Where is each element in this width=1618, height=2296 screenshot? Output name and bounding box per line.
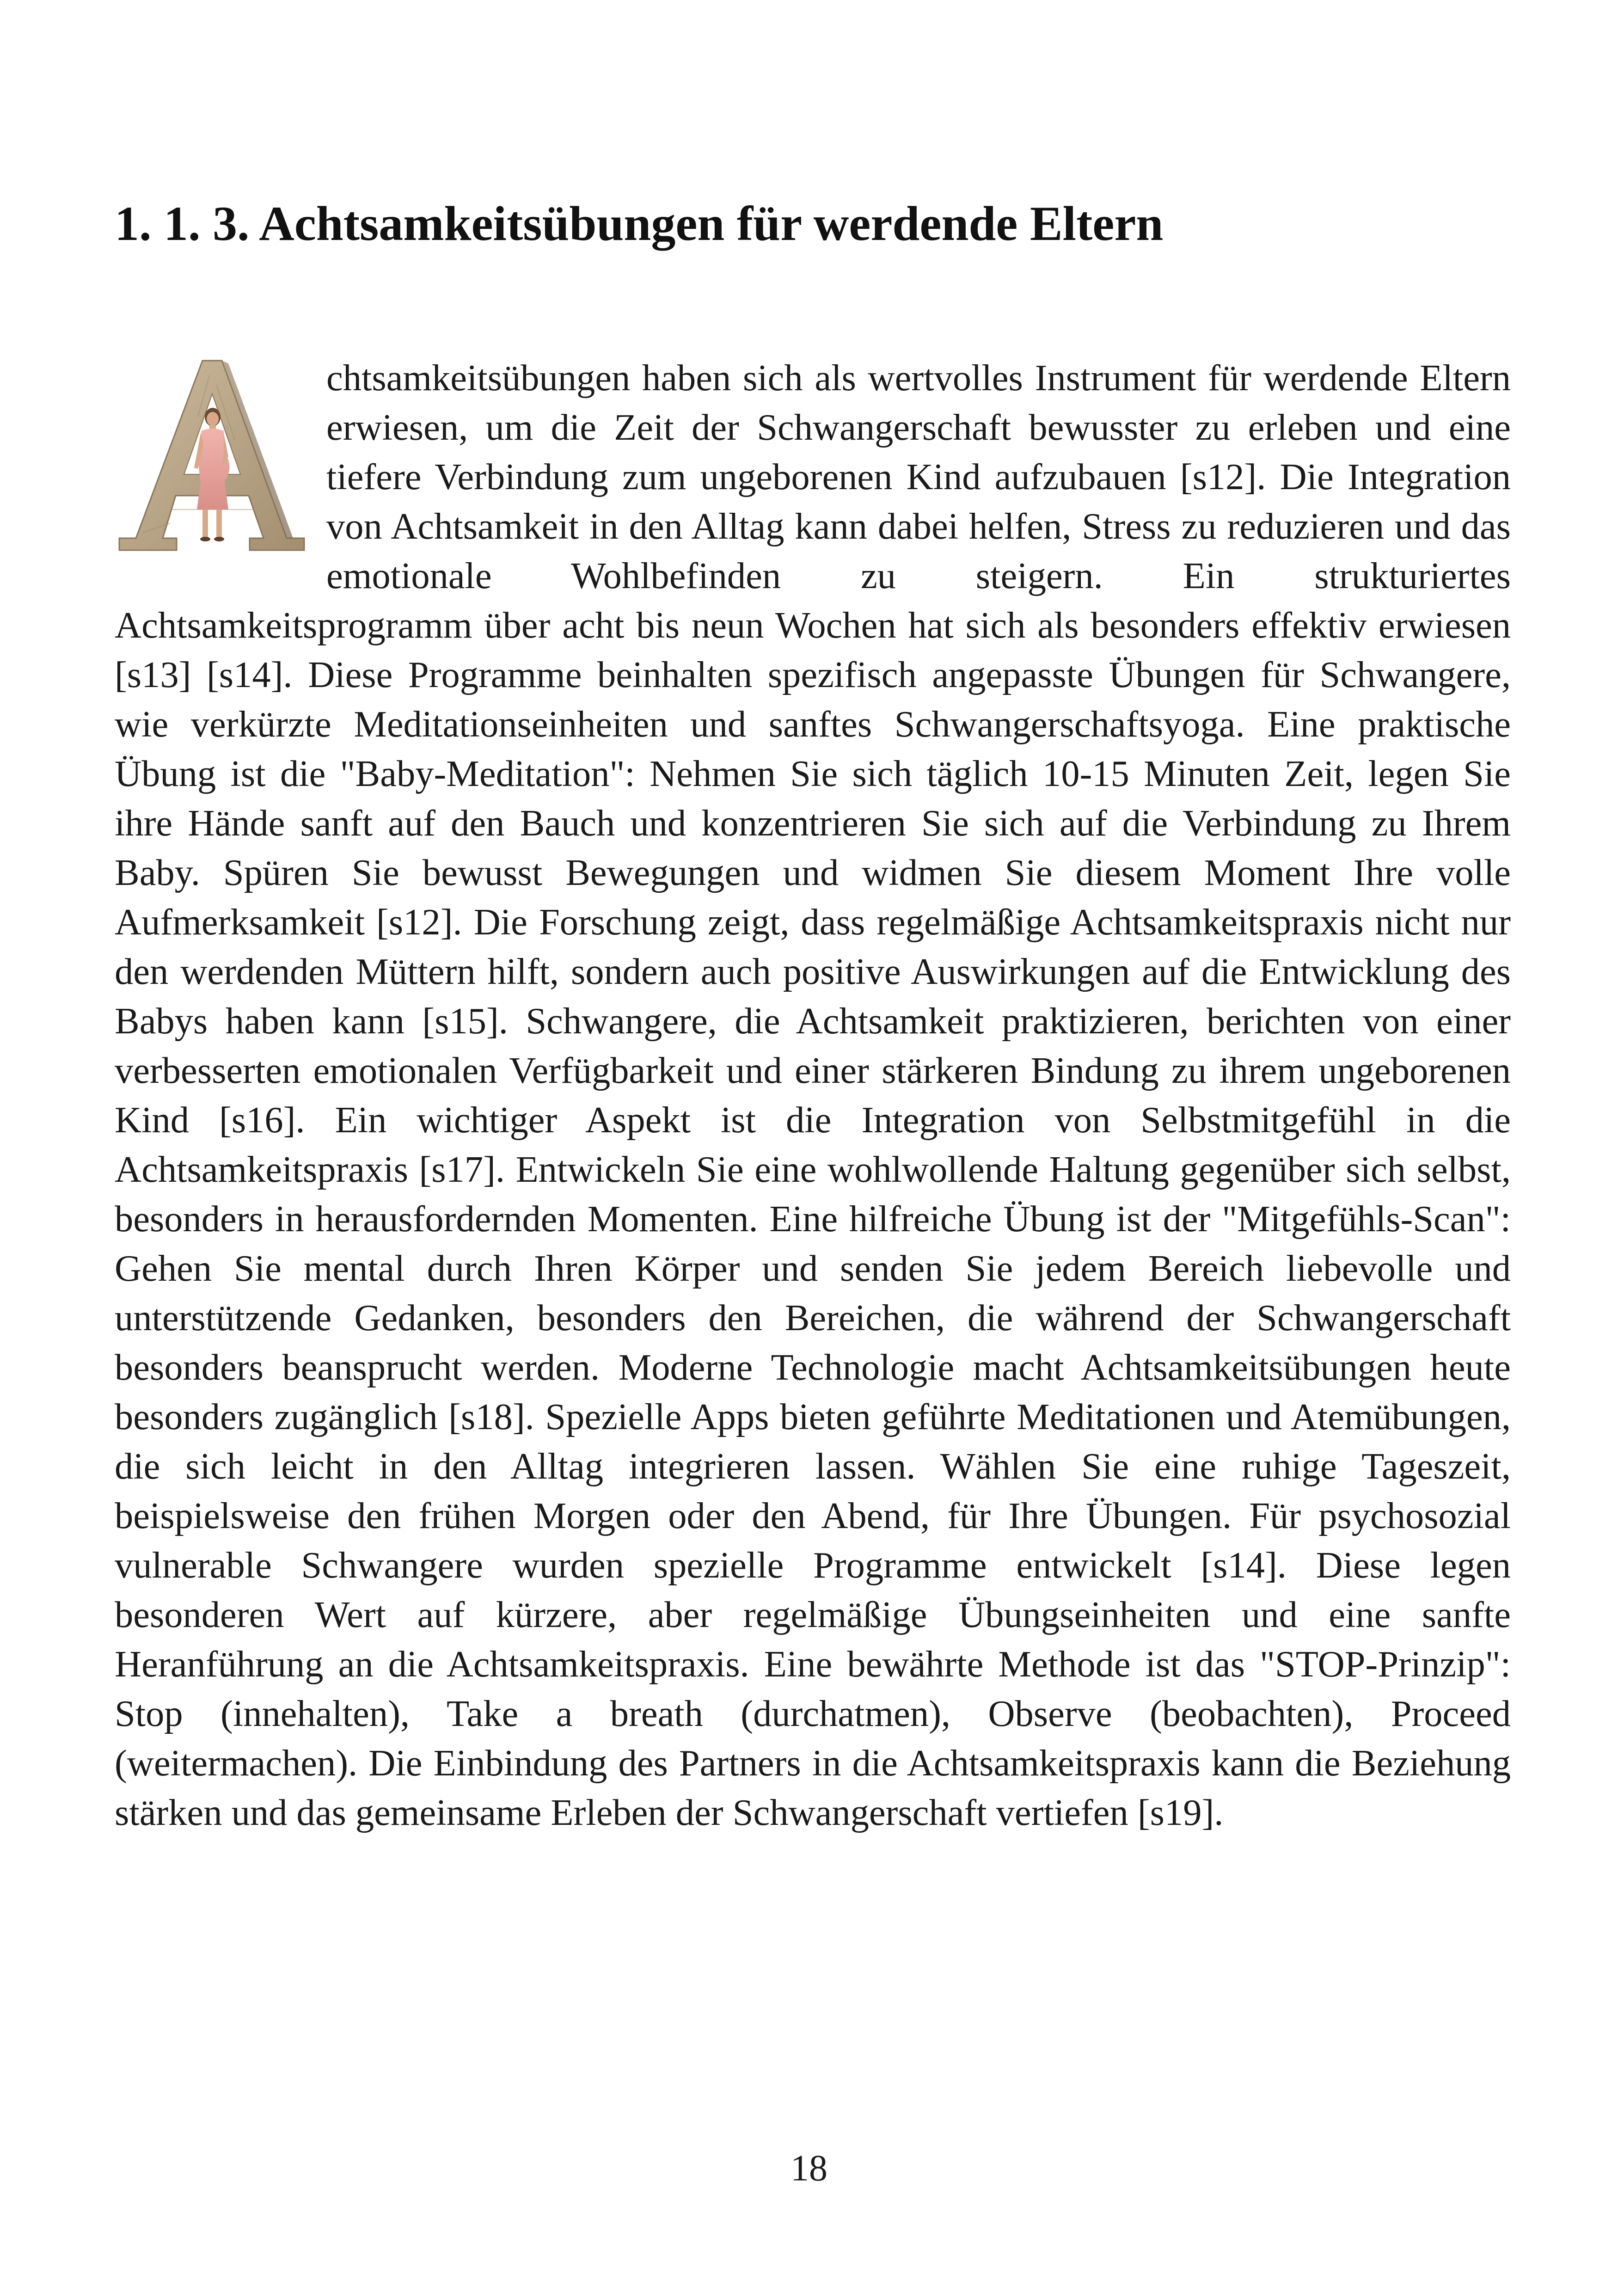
page-number: 18 — [791, 2148, 827, 2189]
paragraph-text: chtsamkeitsübungen haben sich als wertvolles Instrument für werdende Eltern erwiesen, um die Zeit der Schwangerschaft bewusster zu erleben und eine tiefere Verbindung zum ungeborenen Kind aufzubauen [s12]. Die Integration von Achtsamkeit in den Alltag kann dabei helfen, Stress zu reduzieren und das emotionale Wohlbefinden zu steigern. Ein strukturiertes Achtsamkeitsprogramm über acht bis neun Wochen hat sich als besonders effektiv erwiesen [s13] [s14]. Diese Programme beinhalten spezifisch angepasste Übungen für Schwangere, wie verkürzte Meditationseinheiten und sanftes Schwangerschaftsyoga. Eine praktische Übung ist die "Baby-Meditation": Nehmen Sie sich täglich 10-15 Minuten Zeit, legen Sie ihre Hände sanft auf den Bauch und konzentrieren Sie sich auf die Verbindung zu Ihrem Baby. Spüren Sie bewusst Bewegungen und widmen Sie diesem Moment Ihre volle Aufmerksamkeit [s12]. Die Forschung zeigt, dass regelmäßige Achtsamkeitspraxis nicht nur den werdenden Müttern hilft, sondern auch positive Auswirkungen auf die Entwicklung des Babys haben kann [s15]. Schwangere, die Achtsamkeit praktizieren, berichten von einer verbesserten emotionalen Verfügbarkeit und einer stärkeren Bindung zu ihrem ungeborenen Kind [s16]. Ein wichtiger Aspekt ist die Integration von Selbstmitgefühl in die Achtsamkeitspraxis [s17]. Entwickeln Sie eine wohlwollende Haltung gegenüber sich selbst, besonders in herausfordernden Momenten. Eine hilfreiche Übung ist der "Mitgefühls-Scan": Gehen Sie mental durch Ihren Körper und senden Sie jedem Bereich liebevolle und unterstützende Gedanken, besonders den Bereichen, die während der Schwangerschaft besonders beansprucht werden. Moderne Technologie macht Achtsamkeitsübungen heute besonders zugänglich [s18]. Spezielle Apps bieten geführte Meditationen und Atemübungen, die sich leicht in den Alltag integrieren lassen. Wählen Sie eine ruhige Tageszeit, beispielsweise den frühen Morgen oder den Abend, für Ihre Übungen. Für psychosozial vulnerable Schwangere wurden spezielle Programme entwickelt [s14]. Diese legen besonderen Wert auf kürzere, aber regelmäßige Übungseinheiten und eine sanfte Heranführung an die Achtsamkeitspraxis. Eine bewährte Methode ist das "STOP-Prinzip": Stop (innehalten), Take a breath (durchatmen), Observe (beobachten), Proceed (weitermachen). Die Einbindung des Partners in die Achtsamkeitspraxis kann die Beziehung stärken und das gemeinsame Erleben der Schwangerschaft vertiefen [s19]. — [115, 357, 1511, 1833]
dropcap-letter-a-icon — [115, 357, 309, 555]
section-heading: 1. 1. 3. Achtsamkeitsübungen für werdende Eltern — [115, 196, 1164, 251]
body-paragraph — [115, 353, 1511, 1837]
